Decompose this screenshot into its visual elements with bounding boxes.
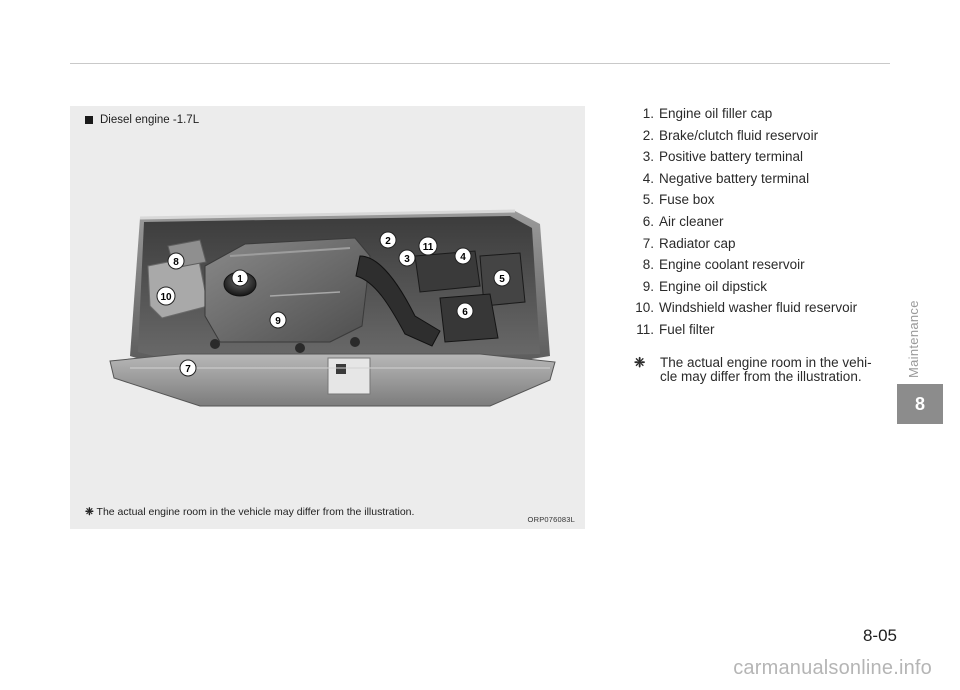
header-rule <box>70 63 890 64</box>
list-item: 2. Brake/clutch fluid reservoir <box>642 127 819 143</box>
list-item: 10. Windshield washer fluid reservoir <box>635 300 858 316</box>
callout-5 <box>494 270 510 286</box>
callout-7 <box>180 360 196 376</box>
callout-8 <box>168 253 184 269</box>
callout-4 <box>455 248 471 264</box>
list-item: 11. Fuel filter <box>636 321 715 337</box>
callout-1 <box>232 270 248 286</box>
page-number: 8-05 <box>862 626 897 645</box>
list-item: 8. Engine coolant reservoir <box>642 257 805 273</box>
component-legend <box>632 103 892 341</box>
list-item: 9. Engine oil dipstick <box>642 278 768 294</box>
svg-text:1: 1 <box>237 274 243 285</box>
illustration-note <box>632 356 890 384</box>
list-item: 6. Air cleaner <box>642 213 724 229</box>
figure-caption <box>85 506 414 518</box>
square-bullet-icon <box>85 116 93 124</box>
list-item: 5. Fuse box <box>642 192 715 208</box>
note-mark-icon: ❈ <box>634 355 646 370</box>
svg-text:3: 3 <box>404 254 410 265</box>
watermark: carmanualsonline.info <box>733 657 932 679</box>
svg-text:7: 7 <box>185 364 191 375</box>
svg-text:5: 5 <box>499 274 505 285</box>
engine-figure <box>70 106 585 529</box>
figure-caption-text: The actual engine room in the vehicle may differ from the illustration. <box>96 506 415 518</box>
figure-heading-text: Diesel engine -1.7L <box>100 114 200 126</box>
callout-3 <box>399 250 415 266</box>
callout-2 <box>380 232 396 248</box>
list-item: 7. Radiator cap <box>642 235 736 251</box>
figure-code: ORP076083L <box>527 515 575 524</box>
note-mark-icon: ❈ <box>85 506 94 518</box>
svg-text:4: 4 <box>460 252 466 263</box>
svg-text:6: 6 <box>462 307 468 318</box>
callout-9 <box>270 312 286 328</box>
engine-room-illustration <box>70 106 585 529</box>
svg-text:10: 10 <box>160 292 172 303</box>
svg-text:8: 8 <box>173 257 179 268</box>
svg-text:2: 2 <box>385 236 391 247</box>
svg-text:9: 9 <box>275 316 281 327</box>
chapter-tab: 8 <box>897 384 943 424</box>
list-item: 1. Engine oil filler cap <box>642 106 773 121</box>
callout-11 <box>419 237 437 255</box>
list-item: 4. Negative battery terminal <box>642 170 810 186</box>
list-item: 3. Positive battery terminal <box>642 149 804 165</box>
callout-6 <box>457 303 473 319</box>
figure-heading <box>85 114 199 126</box>
section-label: Maintenance <box>906 300 921 378</box>
svg-text:11: 11 <box>422 242 434 253</box>
callout-10 <box>157 287 175 305</box>
note-text: The actual engine room in the vehi- cle may differ from the illustration. <box>660 355 872 384</box>
